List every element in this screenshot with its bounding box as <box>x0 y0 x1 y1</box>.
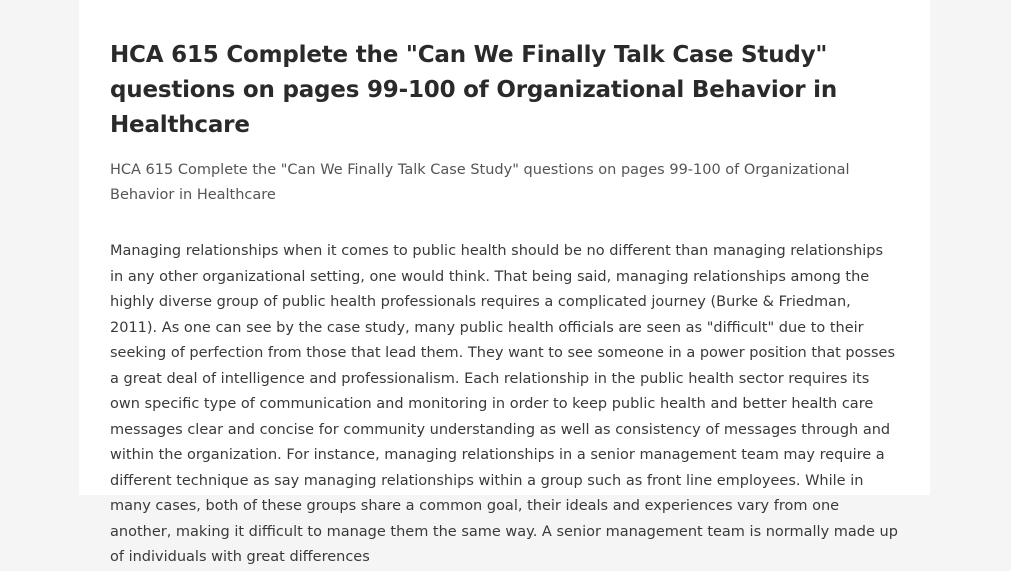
article-card <box>79 0 930 565</box>
article-content <box>110 38 900 571</box>
page-title: HCA 615 Complete the "Can We Finally Talk Case Study" questions on pages 99-100 of Organizational Behavior in Healthcare <box>110 42 838 138</box>
article-body: Managing relationships when it comes to public health should be no different than managing relationships in any other organizational setting, one would think. That being said, managing relationships among the highly diverse group of public health professionals requires a complicated journey (Burke & Friedman, 2011). As one can see by the case study, many public health officials are seen as "difficult" due to their seeking of perfection from those that lead them. They want to see someone in a power position that posses a great deal of intelligence and professionalism. Each relationship in the public health sector requires its own specific type of communication and monitoring in order to keep public health and better health care messages clear and concise for community understanding as well as consistency of messages through and within the organization. For instance, managing relationships in a senior management team may require a different technique as say managing relationships within a group such as front line employees. While in many cases, both of these groups share a common goal, their ideals and experiences vary from one another, making it difficult to manage them the same way. A senior management team is normally made up of individuals with great differences <box>110 243 898 565</box>
article-subtitle: HCA 615 Complete the "Can We Finally Talk Case Study" questions on pages 99-100 of Organizational Behavior in Healthcare <box>110 162 850 203</box>
